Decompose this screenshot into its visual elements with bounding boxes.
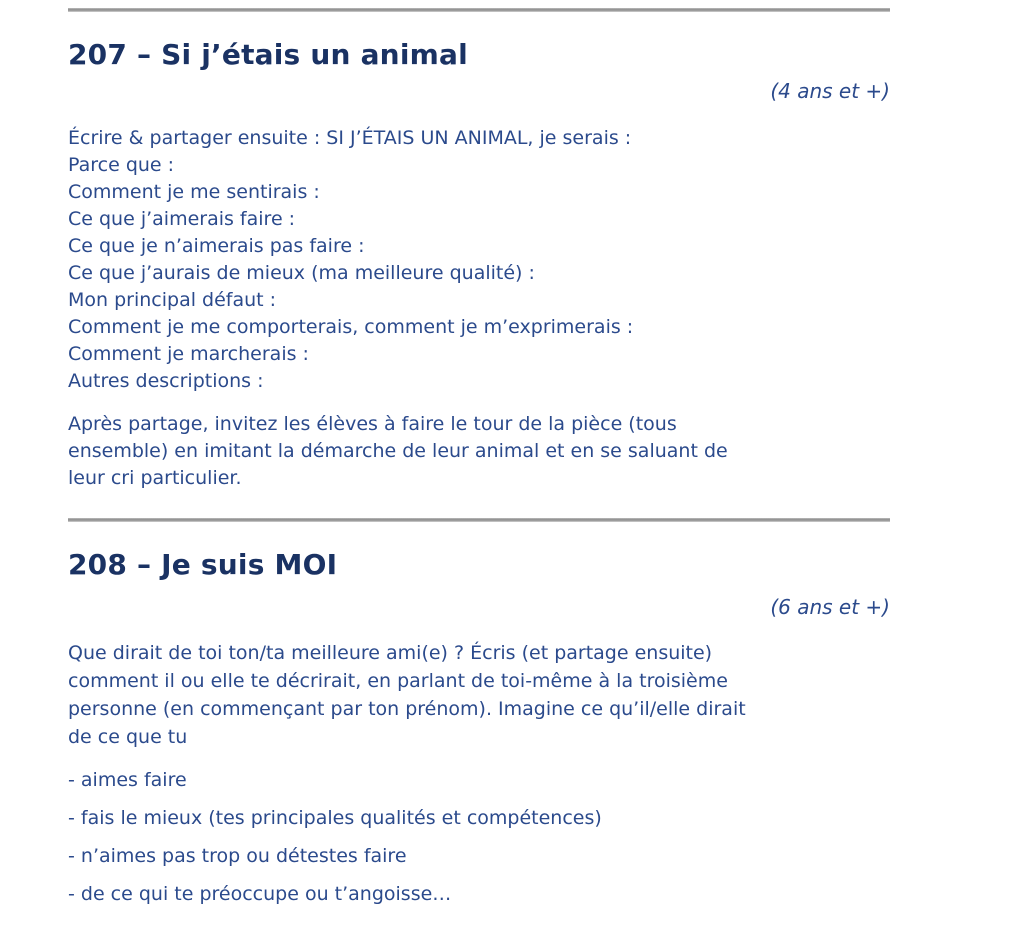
- section-208-dash-list: [68, 767, 890, 908]
- prompt-line: Comment je me comporterais, comment je m’exprimerais :: [68, 316, 634, 338]
- section-207-age-note: (4 ans et +): [770, 79, 890, 103]
- section-208-title: 208 – Je suis MOI: [68, 548, 338, 581]
- page-content: [68, 8, 890, 908]
- section-207-prompt-list: [68, 125, 890, 395]
- prompt-line: Parce que :: [68, 154, 175, 176]
- section-207-title: 207 – Si j’étais un animal: [68, 38, 468, 71]
- section-207-paragraph: [68, 411, 890, 492]
- dash-list-item: - aimes faire: [68, 769, 187, 791]
- section-207: [68, 38, 890, 492]
- paragraph-line: Après partage, invitez les élèves à faire le tour de la pièce (tous: [68, 413, 677, 435]
- dash-list-item: - de ce qui te préoccupe ou t’angoisse…: [68, 883, 452, 905]
- horizontal-rule-top: [68, 8, 890, 12]
- section-208: [68, 548, 890, 908]
- prompt-line: Comment je me sentirais :: [68, 181, 320, 203]
- dash-list-item: - n’aimes pas trop ou détestes faire: [68, 845, 407, 867]
- prompt-line: Mon principal défaut :: [68, 289, 277, 311]
- prompt-line: Écrire & partager ensuite : SI J’ÉTAIS UN ANIMAL, je serais :: [68, 127, 632, 149]
- paragraph-line: personne (en commençant par ton prénom). Imagine ce qu’il/elle dirait: [68, 698, 746, 720]
- horizontal-rule-middle: [68, 518, 890, 522]
- prompt-line: Ce que j’aimerais faire :: [68, 208, 296, 230]
- paragraph-line: leur cri particulier.: [68, 467, 242, 489]
- prompt-line: Ce que j’aurais de mieux (ma meilleure qualité) :: [68, 262, 535, 284]
- prompt-line: Autres descriptions :: [68, 370, 264, 392]
- dash-list-item: - fais le mieux (tes principales qualités et compétences): [68, 807, 602, 829]
- section-208-age-note: (6 ans et +): [770, 595, 890, 619]
- prompt-line: Comment je marcherais :: [68, 343, 309, 365]
- paragraph-line: comment il ou elle te décrirait, en parlant de toi-même à la troisième: [68, 670, 728, 692]
- paragraph-line: ensemble) en imitant la démarche de leur animal et en se saluant de: [68, 440, 728, 462]
- paragraph-line: de ce que tu: [68, 726, 188, 748]
- prompt-line: Ce que je n’aimerais pas faire :: [68, 235, 365, 257]
- section-208-paragraph: [68, 639, 890, 751]
- paragraph-line: Que dirait de toi ton/ta meilleure ami(e) ? Écris (et partage ensuite): [68, 642, 713, 664]
